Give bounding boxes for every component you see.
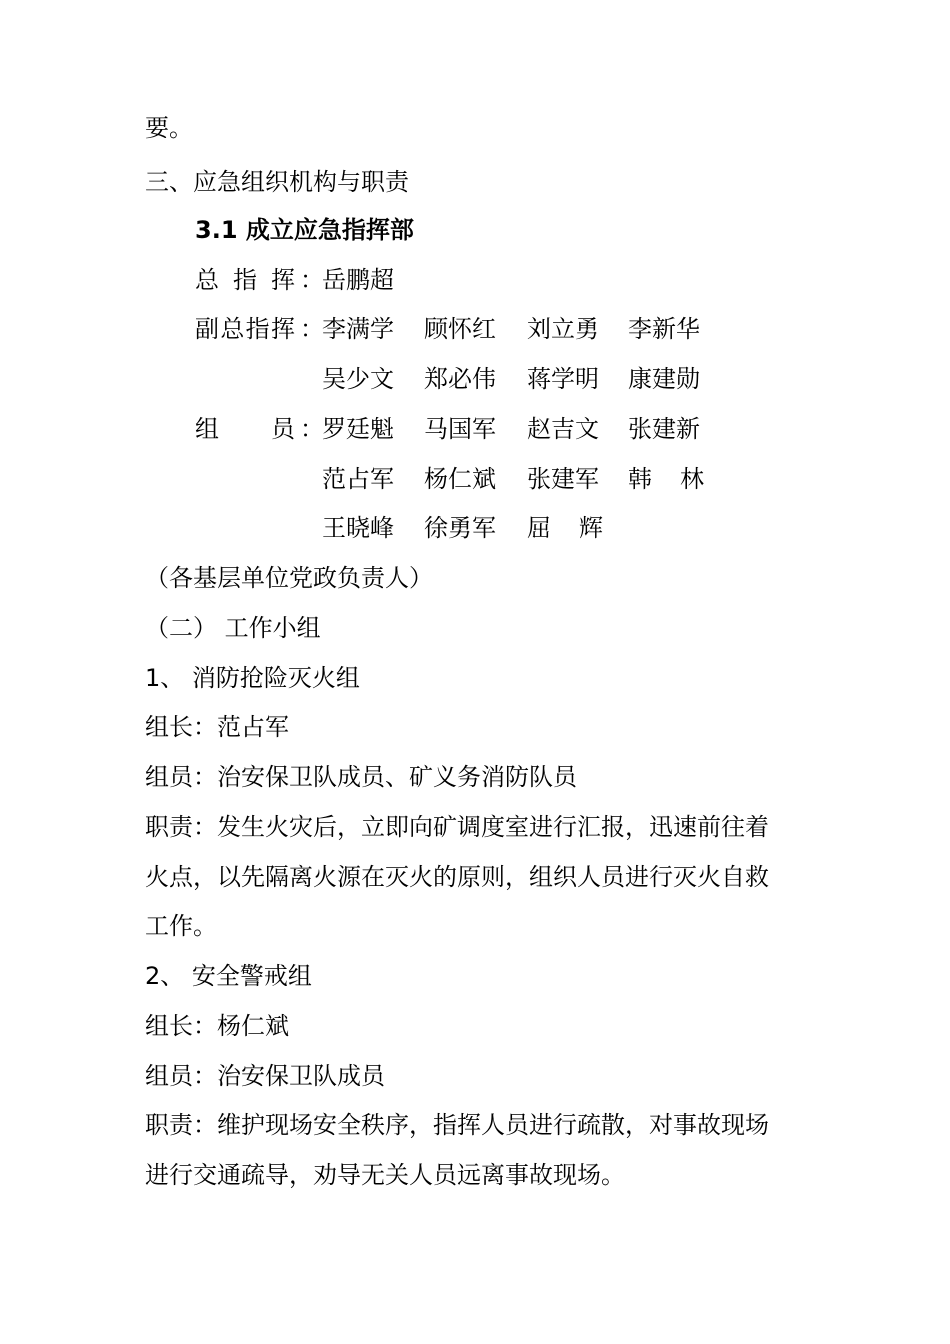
group-2-members: 组员：治安保卫队成员	[145, 1062, 385, 1090]
group-1-title: 1、 消防抢险灭火组	[145, 664, 360, 692]
group-1-duty-line: 火点，以先隔离火源在灭火的原则，组织人员进行灭火自救	[145, 863, 769, 891]
deputy-name: 吴少文	[322, 365, 394, 393]
deputy-commander-label: 副总指挥	[195, 315, 295, 343]
member-name: 张建新	[628, 415, 700, 443]
work-group-heading: （二） 工作小组	[145, 614, 321, 642]
deputy-name: 李满学	[322, 315, 394, 343]
member-name: 马国军	[424, 415, 496, 443]
deputy-name: 郑必伟	[424, 365, 496, 393]
chief-commander-label: 总指挥	[195, 266, 295, 294]
member-name: 范占军	[322, 465, 394, 493]
member-name: 徐勇军	[424, 514, 496, 542]
group-1-duty-line: 职责：发生火灾后，立即向矿调度室进行汇报，迅速前往着	[145, 813, 769, 841]
member-name: 张建军	[527, 465, 599, 493]
group-1-duty-line: 工作。	[145, 912, 217, 940]
deputy-name: 康建勋	[628, 365, 700, 393]
group-2-title: 2、 安全警戒组	[145, 962, 312, 990]
member-label: 组员	[195, 415, 295, 443]
deputy-name: 刘立勇	[527, 315, 599, 343]
group-2-leader: 组长：杨仁斌	[145, 1012, 289, 1040]
member-name: 韩林	[628, 465, 704, 493]
deputy-name: 李新华	[628, 315, 700, 343]
section-title: 三、应急组织机构与职责	[145, 168, 409, 196]
member-name: 屈辉	[527, 514, 603, 542]
group-1-leader: 组长：范占军	[145, 713, 289, 741]
colon: ：	[300, 415, 324, 443]
subsection-heading: 3.1 成立应急指挥部	[195, 216, 414, 244]
member-name: 王晓峰	[322, 514, 394, 542]
colon: ：	[300, 266, 324, 294]
member-name: 杨仁斌	[424, 465, 496, 493]
paragraph-fragment: 要。	[145, 114, 193, 142]
deputy-name: 顾怀红	[424, 315, 496, 343]
member-name: 罗廷魁	[322, 415, 394, 443]
chief-commander-name: 岳鹏超	[322, 266, 394, 294]
member-name: 赵吉文	[527, 415, 599, 443]
deputy-name: 蒋学明	[527, 365, 599, 393]
colon: ：	[300, 315, 324, 343]
member-note: （各基层单位党政负责人）	[145, 564, 433, 592]
group-1-members: 组员：治安保卫队成员、矿义务消防队员	[145, 763, 577, 791]
group-2-duty-line: 进行交通疏导，劝导无关人员远离事故现场。	[145, 1161, 625, 1189]
group-2-duty-line: 职责：维护现场安全秩序，指挥人员进行疏散，对事故现场	[145, 1111, 769, 1139]
